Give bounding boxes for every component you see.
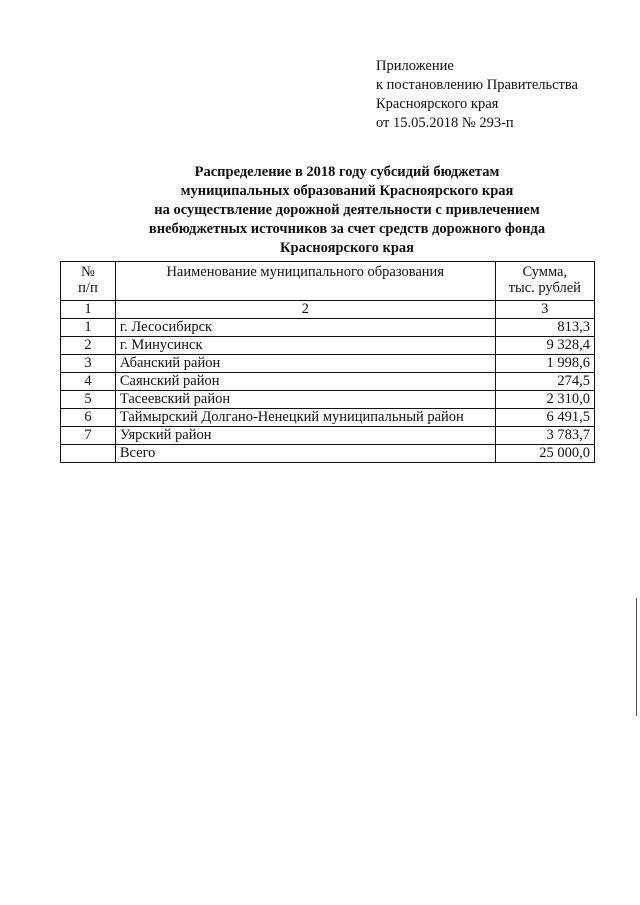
header-sum-line2: тыс. рублей [508, 280, 581, 296]
document-title [60, 163, 634, 258]
row-number: 6 [61, 409, 116, 427]
subsidy-table [60, 261, 595, 463]
row-municipality: Уярский район [115, 427, 495, 445]
table-total-row [61, 445, 595, 463]
header-number [61, 262, 116, 301]
row-number: 5 [61, 391, 116, 409]
scan-edge-mark [636, 598, 637, 716]
title-line: муниципальных образований Красноярского края [180, 183, 514, 199]
table-row [61, 427, 595, 445]
row-municipality: г. Минусинск [115, 337, 495, 355]
row-number: 7 [61, 427, 116, 445]
row-number: 3 [61, 355, 116, 373]
row-municipality: Тасеевский район [115, 391, 495, 409]
header-number-line2: п/п [78, 280, 98, 296]
total-label: Всего [115, 445, 495, 463]
table-row [61, 409, 595, 427]
row-sum: 2 310,0 [495, 391, 594, 409]
table-row [61, 337, 595, 355]
row-municipality: Абанский район [115, 355, 495, 373]
column-index-row [61, 301, 595, 319]
total-sum: 25 000,0 [495, 445, 594, 463]
row-sum: 1 998,6 [495, 355, 594, 373]
row-sum: 6 491,5 [495, 409, 594, 427]
title-line: на осуществление дорожной деятельности с привлечением [154, 202, 540, 218]
appendix-line: Красноярского края [376, 96, 499, 112]
column-index-cell: 2 [115, 301, 495, 319]
table-row [61, 355, 595, 373]
appendix-header [376, 57, 578, 133]
table-header-row [61, 262, 595, 301]
row-municipality: Таймырский Долгано-Ненецкий муниципальный район [115, 409, 495, 427]
table-row [61, 373, 595, 391]
row-number: 1 [61, 319, 116, 337]
appendix-line: Приложение [376, 58, 454, 74]
table-row [61, 319, 595, 337]
appendix-date-line: от 15.05.2018 № 293-п [376, 115, 514, 131]
appendix-line: к постановлению Правительства [376, 77, 578, 93]
header-sum [495, 262, 594, 301]
row-municipality: г. Лесосибирск [115, 319, 495, 337]
row-municipality: Саянский район [115, 373, 495, 391]
title-line: Красноярского края [280, 240, 414, 256]
header-name: Наименование муниципального образования [115, 262, 495, 301]
header-number-line1: № [81, 264, 95, 280]
row-number: 2 [61, 337, 116, 355]
total-number [61, 445, 116, 463]
column-index-cell: 3 [495, 301, 594, 319]
row-sum: 274,5 [495, 373, 594, 391]
row-sum: 3 783,7 [495, 427, 594, 445]
title-line: внебюджетных источников за счет средств дорожного фонда [148, 221, 546, 237]
row-number: 4 [61, 373, 116, 391]
header-sum-line1: Сумма, [522, 264, 568, 280]
row-sum: 9 328,4 [495, 337, 594, 355]
title-line: Распределение в 2018 году субсидий бюджетам [194, 164, 500, 180]
row-sum: 813,3 [495, 319, 594, 337]
table-row [61, 391, 595, 409]
column-index-cell: 1 [61, 301, 116, 319]
